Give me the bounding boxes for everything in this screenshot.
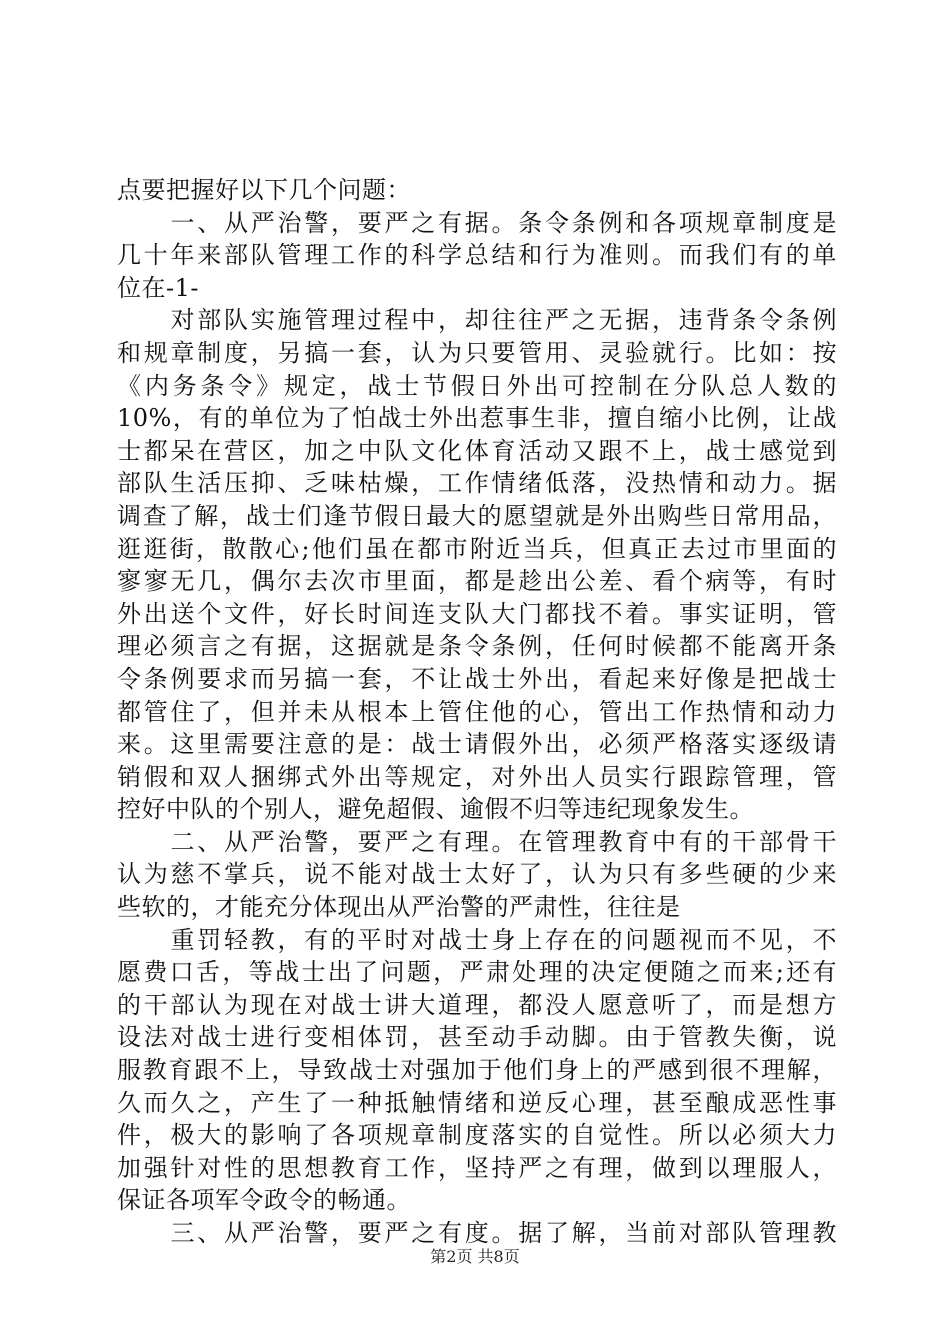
text-line: 寥寥无几，偶尔去次市里面，都是趁出公差、看个病等，有时 [117,567,837,596]
text-line: 设法对战士进行变相体罚，甚至动手动脚。由于管教失衡，说 [117,1023,837,1052]
text-line: 二、从严治警，要严之有理。在管理教育中有的干部骨干 [117,827,837,856]
document-body [117,174,837,1250]
page-number-footer: 第2页 共8页 [430,1247,520,1266]
text-line: 控好中队的个别人，避免超假、逾假不归等违纪现象发生。 [117,795,754,824]
text-line: 令条例要求而另搞一套，不让战士外出，看起来好像是把战士 [117,664,837,693]
text-line: 一、从严治警，要严之有据。条令条例和各项规章制度是 [117,208,837,237]
text-line: 久而久之，产生了一种抵触情绪和逆反心理，甚至酿成恶性事 [117,1088,837,1117]
text-line: 三、从严治警，要严之有度。据了解，当前对部队管理教 [117,1219,837,1247]
text-line: 服教育跟不上，导致战士对强加于他们身上的严感到很不理解， [117,1056,837,1085]
text-line: 重罚轻教，有的平时对战士身上存在的问题视而不见，不 [117,925,837,954]
text-line: 理必须言之有据，这据就是条令条例，任何时候都不能离开条 [117,632,837,661]
text-line: 销假和双人捆绑式外出等规定，对外出人员实行跟踪管理，管 [117,762,837,791]
text-line: 来。这里需要注意的是：战士请假外出，必须严格落实逐级请 [117,730,837,759]
text-line: 件，极大的影响了各项规章制度落实的自觉性。所以必须大力 [117,1121,837,1150]
text-line: 都管住了，但并未从根本上管住他的心，管出工作热情和动力 [117,697,837,726]
text-line: 10%，有的单位为了怕战士外出惹事生非，擅自缩小比例，让战 [117,404,837,433]
text-line: 《内务条令》规定，战士节假日外出可控制在分队总人数的 [117,371,837,400]
text-line: 调查了解，战士们逢节假日最大的愿望就是外出购些日常用品， [117,501,837,530]
text-line: 些软的，才能充分体现出从严治警的严肃性，往往是 [117,893,681,922]
text-line: 逛逛街，散散心;他们虽在都市附近当兵，但真正去过市里面的 [117,534,837,563]
text-line: 加强针对性的思想教育工作，坚持严之有理，做到以理服人， [117,1153,837,1182]
text-line: 几十年来部队管理工作的科学总结和行为准则。而我们有的单 [117,241,837,270]
text-line: 位在-1- [117,273,199,302]
text-line: 对部队实施管理过程中，却往往严之无据，违背条令条例 [117,306,837,335]
text-line: 部队生活压抑、乏味枯燥，工作情绪低落，没热情和动力。据 [117,469,837,498]
text-line: 认为慈不掌兵，说不能对战士太好了，认为只有多些硬的少来 [117,860,837,889]
text-line: 点要把握好以下几个问题： [117,176,411,204]
text-line: 保证各项军令政令的畅通。 [117,1186,411,1215]
text-line: 和规章制度，另搞一套，认为只要管用、灵验就行。比如：按 [117,338,837,367]
text-line: 的干部认为现在对战士讲大道理，都没人愿意听了，而是想方 [117,990,837,1019]
text-line: 士都呆在营区，加之中队文化体育活动又跟不上，战士感觉到 [117,436,837,465]
text-line: 愿费口舌，等战士出了问题，严肃处理的决定便随之而来;还有 [117,958,837,987]
text-line: 外出送个文件，好长时间连支队大门都找不着。事实证明，管 [117,599,837,628]
